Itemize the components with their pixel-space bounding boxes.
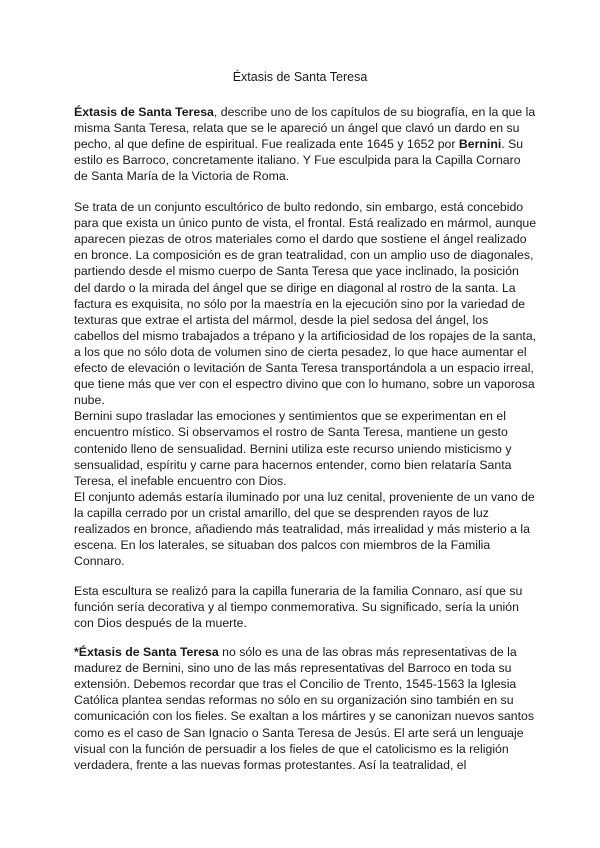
bold-text: *Éxtasis de Santa Teresa (74, 645, 219, 659)
paragraph-line (74, 489, 534, 505)
paragraph-line (74, 392, 534, 408)
text-span: Bernini supo trasladar las emociones y sentimientos que se experimentan en el (74, 409, 506, 424)
paragraph-line (74, 247, 534, 263)
text-span: Teresa, el inefable encuentro con Dios. (74, 473, 287, 488)
text-span: misma Santa Teresa, relata que se le apareció un ángel que clavó un dardo en su (74, 121, 520, 136)
text-span: escena. En los laterales, se situaban dos palcos con miembros de la Familia (74, 538, 491, 553)
paragraph-line (74, 583, 534, 599)
text-span: verdadera, frente a las nuevas formas protestantes. Así la teatralidad, el (74, 757, 467, 772)
paragraph-line (74, 312, 534, 328)
paragraph-line (74, 599, 534, 615)
paragraph-line (74, 676, 534, 692)
paragraph-line (74, 104, 534, 120)
paragraph-line (74, 441, 534, 457)
text-span: en bronce. La composición es de gran teatralidad, con un amplio uso de diagonales, (74, 248, 534, 263)
paragraph-line (74, 199, 534, 215)
paragraph-line (74, 708, 534, 724)
paragraph-line (74, 537, 534, 553)
paragraph-line (74, 725, 534, 741)
bold-text: Bernini (458, 137, 502, 152)
paragraph-line (74, 296, 534, 312)
paragraph-line (74, 553, 534, 569)
text-span: texturas que extrae el artista del mármol, desde la piel sedosa del ángel, los (74, 312, 489, 327)
text-span: como es el caso de San Ignacio o Santa Teresa de Jesús. El arte será un lenguaje (74, 725, 524, 740)
paragraph-line (74, 120, 534, 136)
bold-text: Éxtasis de Santa Teresa (74, 105, 214, 119)
paragraph-line (74, 757, 534, 773)
text-span: la capilla cerrado por un cristal amarillo, del que se desprenden rayos de luz (74, 505, 489, 520)
paragraph-line (74, 344, 534, 360)
paragraph-line (74, 457, 534, 473)
text-span: comunicación con los fieles. Se exaltan a los mártires y se canonizan nuevos santos (74, 709, 535, 724)
paragraph-line (74, 152, 534, 168)
paragraph-line (74, 692, 534, 708)
text-span: efecto de elevación o levitación de Santa Teresa transportándola a un espacio irreal, (74, 361, 534, 375)
paragraph-line (74, 231, 534, 247)
paragraph-line (74, 424, 534, 440)
text-span: partiendo desde el mismo cuerpo de Santa Teresa que yace inclinado, la posición (74, 264, 519, 279)
paragraph-line (74, 660, 534, 676)
paragraph-line (74, 168, 534, 184)
text-span: Se trata de un conjunto escultórico de bulto redondo, sin embargo, está concebido (74, 200, 524, 214)
paragraph-line (74, 136, 534, 152)
text-span: factura es exquisita, no sólo por la maestría en la ejecución sino por la variedad de (74, 296, 526, 311)
text-span: pecho, al que define de espiritual. Fue realizada ente 1645 y 1652 por (74, 137, 459, 152)
text-span: El conjunto además estaría iluminado por una luz cenital, proveniente de un vano de (74, 489, 535, 504)
paragraph-line (74, 408, 534, 424)
text-span: visual con la función de persuadir a los fieles de que el catolicismo es la religión (74, 741, 509, 756)
text-span: con Dios después de la muerte. (74, 616, 247, 631)
paragraph-line (74, 263, 534, 279)
text-span: a los que no sólo dota de volumen sino de cierta pesadez, lo que hace aumentar el (74, 344, 527, 359)
paragraph-line (74, 328, 537, 344)
text-span: , describe uno de los capítulos de su biografía, en la que la (213, 105, 536, 119)
text-span: estilo es Barroco, concretamente italiano. Y Fue esculpida para la Capilla Cornaro (74, 153, 521, 168)
text-span: . Su (501, 137, 524, 152)
text-span: madurez de Bernini, sino uno de las más representativas del Barroco en toda su (74, 661, 512, 676)
paragraph-line (74, 360, 534, 376)
paragraph-line (74, 215, 537, 231)
text-span: cabellos del mismo trabajados a trépano y la artificiosidad de los ropajes de la santa, (74, 328, 537, 343)
paragraph-line (74, 615, 534, 631)
text-span: para que exista un único punto de vista, el frontal. Está realizado en mármol, aunque (74, 216, 537, 231)
text-span: contenido lleno de sensualidad. Bernini utiliza este recurso uniendo misticismo y (74, 441, 512, 456)
paragraph-line (74, 644, 534, 660)
text-span: de Santa María de la Victoria de Roma. (74, 169, 290, 184)
paragraph-line (74, 505, 534, 521)
page-title: Éxtasis de Santa Teresa (232, 70, 368, 84)
text-span: extensión. Debemos recordar que tras el Concilio de Trento, 1545-1563 la Iglesia (74, 677, 517, 692)
text-span: encuentro místico. Si observamos el rostro de Santa Teresa, mantiene un gesto (74, 425, 508, 440)
text-span: aparecen piezas de otros materiales como el dardo que sostiene el ángel realizado (74, 232, 527, 247)
paragraph-line (74, 473, 534, 489)
paragraph-line (74, 741, 534, 757)
text-span: Católica plantea sendas reformas no sólo en su organización sino también en su (74, 693, 514, 708)
text-span: no sólo es una de las obras más representativas de la (218, 645, 517, 659)
paragraph-line (74, 521, 534, 537)
text-span: función sería decorativa y al tiempo conmemorativa. Su significado, sería la unión (74, 600, 519, 615)
text-span: nube. (74, 393, 105, 408)
text-span: que tiene más que ver con el espectro divino que con lo humano, sobre un vaporosa (74, 377, 535, 392)
text-span: sensualidad, espíritu y carne para hacernos entender, como bien relataría Santa (74, 457, 512, 472)
text-span: realizados en bronce, añadiendo más teatralidad, más irrealidad y más misterio a la (74, 522, 530, 536)
text-span: del dardo o la mirada del ángel que se dirige en diagonal al rostro de la santa. La (74, 280, 516, 295)
text-span: Connaro. (74, 554, 125, 569)
text-span: Esta escultura se realizó para la capilla funeraria de la familia Connaro, así que su (74, 584, 523, 598)
paragraph-line (74, 280, 534, 296)
paragraph-line (74, 376, 534, 392)
